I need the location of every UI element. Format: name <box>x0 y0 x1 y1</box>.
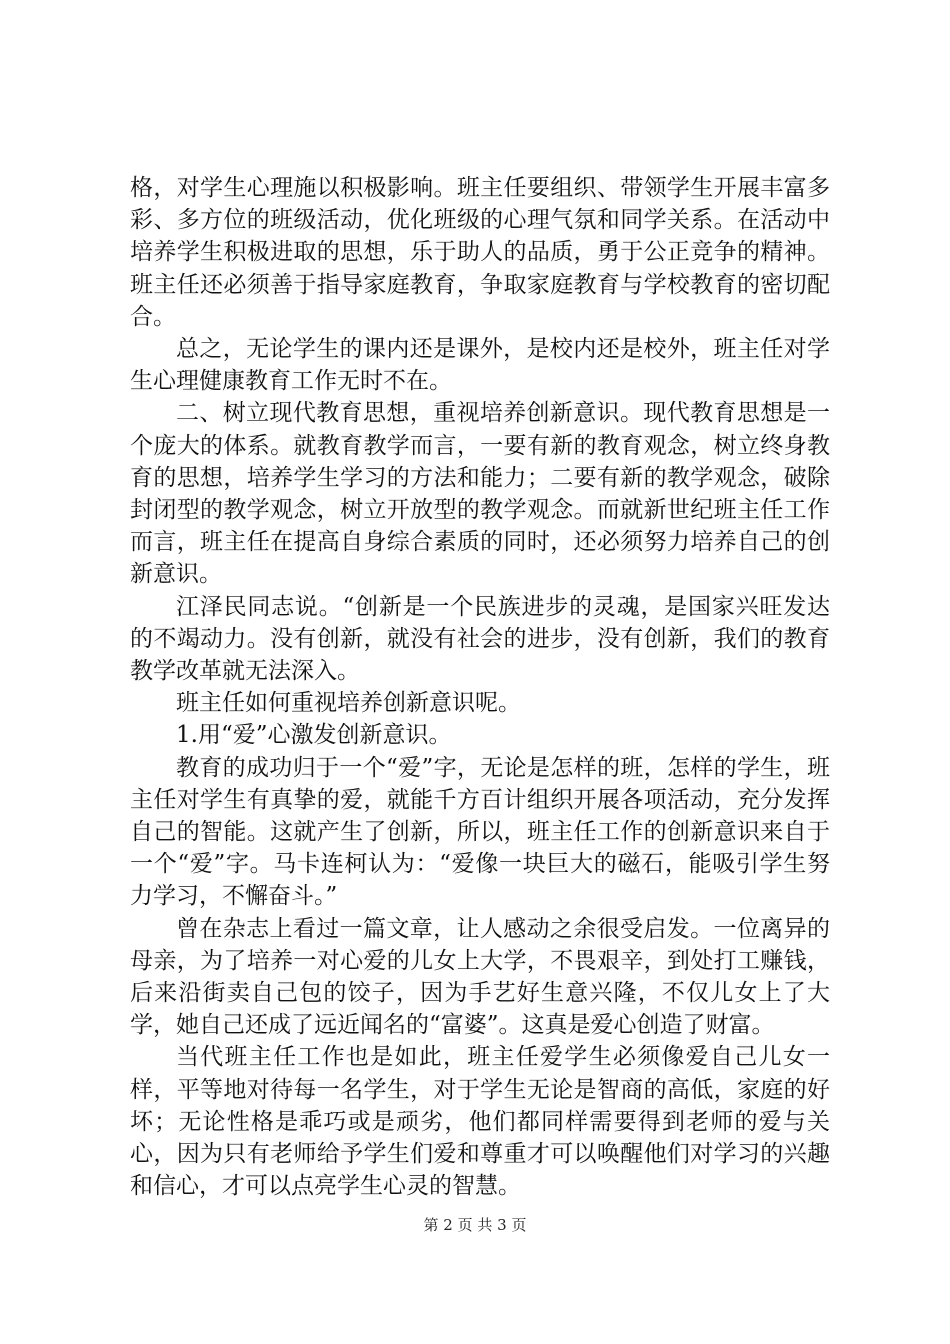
paragraph-modern-teacher: 当代班主任工作也是如此，班主任爱学生必须像爱自己儿女一样，平等地对待每一名学生，对于学生无论是智商的高低，家庭的好坏；无论性格是乖巧或是顽劣，他们都同样需要得到老师的爱与关心，因为只有老师给予学生们爱和尊重才可以唤醒他们对学习的兴趣和信心，才可以点亮学生心灵的智慧。 <box>130 1044 830 1200</box>
paragraph-quote-innovation: 江泽民同志说。“创新是一个民族进步的灵魂，是国家兴旺发达的不竭动力。没有创新，就没有社会的进步，没有创新，我们的教育教学改革就无法深入。 <box>130 593 830 685</box>
document-body <box>130 172 830 1203</box>
subheading-love: 1.用“爱”心激发创新意识。 <box>176 722 452 749</box>
paragraph-question: 班主任如何重视培养创新意识呢。 <box>176 690 521 717</box>
paragraph-continuation: 格，对学生心理施以积极影响。班主任要组织、带领学生开展丰富多彩、多方位的班级活动，优化班级的心理气氛和同学关系。在活动中培养学生积极进取的思想，乐于助人的品质，勇于公正竞争的精神。班主任还必须善于指导家庭教育，争取家庭教育与学校教育的密切配合。 <box>130 175 830 330</box>
paragraph-section-two: 二、树立现代教育思想，重视培养创新意识。现代教育思想是一个庞大的体系。就教育教学而言，一要有新的教育观念，树立终身教育的思想，培养学生学习的方法和能力；二要有新的教学观念，破除封闭型的教学观念，树立开放型的教学观念。而就新世纪班主任工作而言，班主任在提高自身综合素质的同时，还必须努力培养自己的创新意识。 <box>130 400 830 588</box>
page-number-footer: 第 2 页 共 3 页 <box>423 1216 527 1234</box>
paragraph-summary: 总之，无论学生的课内还是课外，是校内还是校外，班主任对学生心理健康教育工作无时不在。 <box>130 336 830 395</box>
paragraph-story: 曾在杂志上看过一篇文章，让人感动之余很受启发。一位离异的母亲，为了培养一对心爱的儿女上大学，不畏艰辛，到处打工赚钱，后来沿街卖自己包的饺子，因为手艺好生意兴隆，不仅儿女上了大学，她自己还成了远近闻名的“富婆”。这真是爱心创造了财富。 <box>130 915 830 1039</box>
paragraph-love: 教育的成功归于一个“爱”字，无论是怎样的班，怎样的学生，班主任对学生有真挚的爱，就能千方百计组织开展各项活动，充分发挥自己的智能。这就产生了创新，所以，班主任工作的创新意识来自于一个“爱”字。马卡连柯认为：“爱像一块巨大的磁石，能吸引学生努力学习，不懈奋斗。” <box>130 754 830 910</box>
